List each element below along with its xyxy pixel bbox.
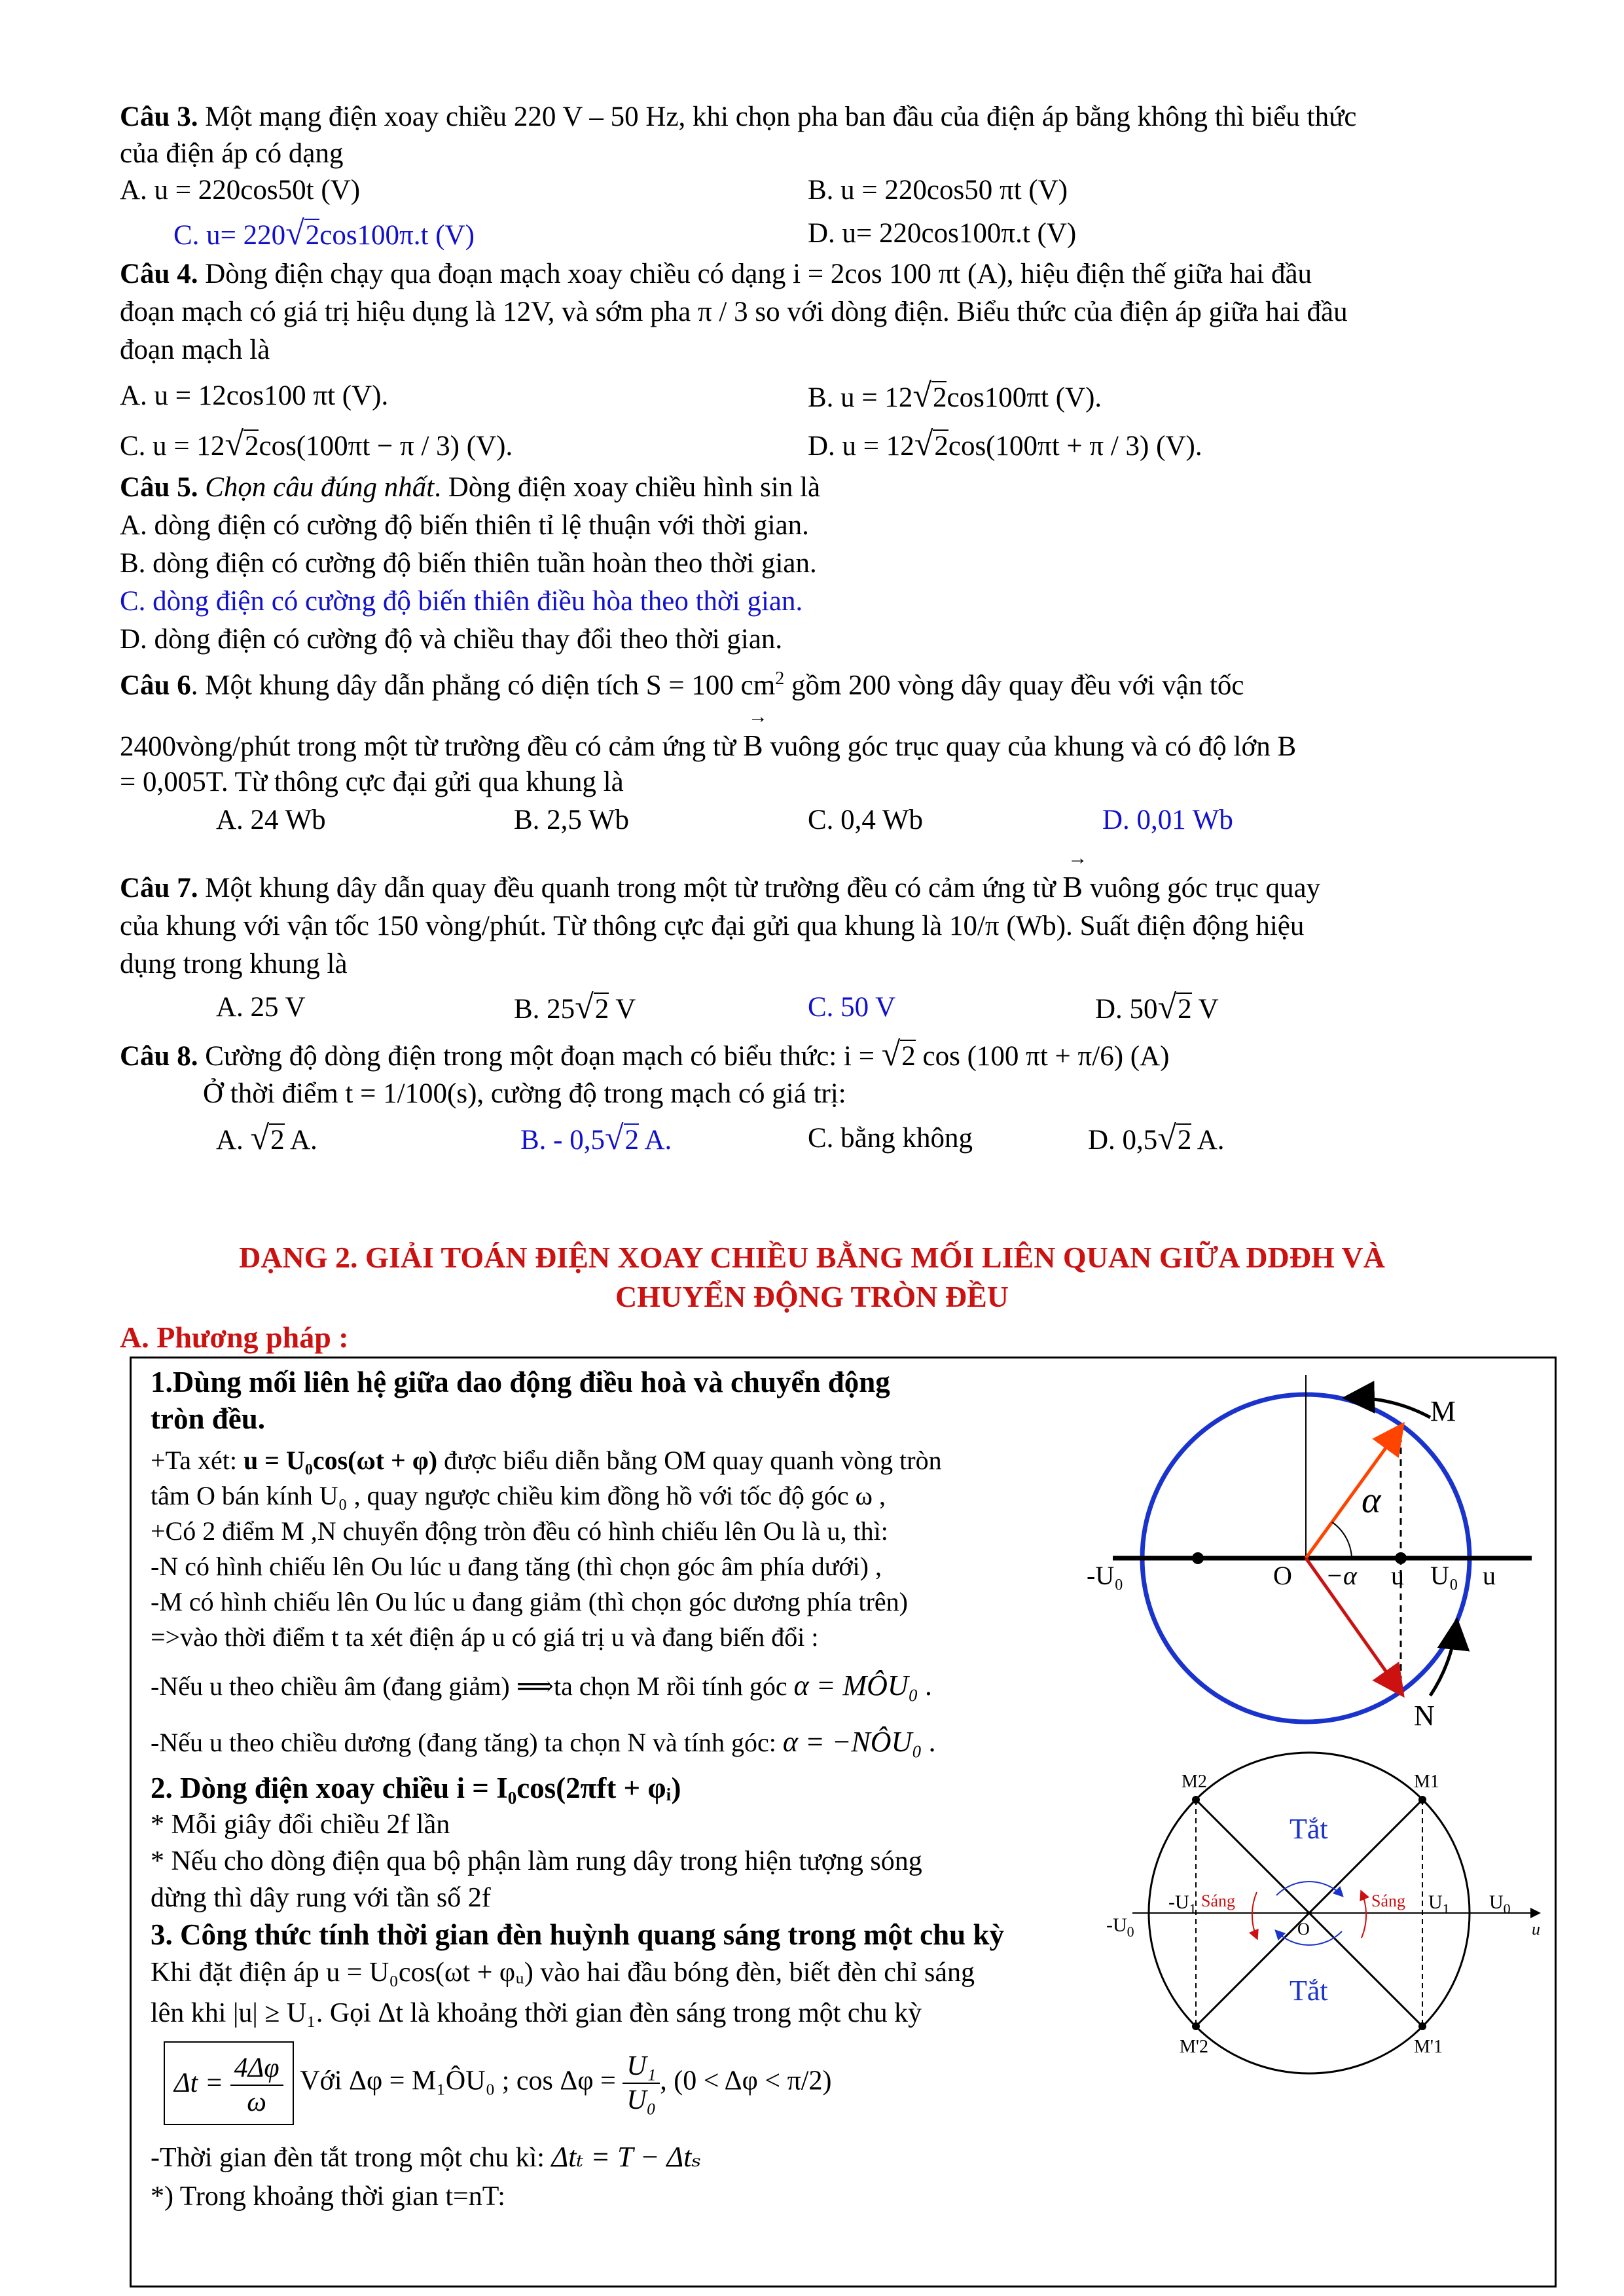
box-line-13: lên khi |u| ≥ U₁. Gọi Δt là khoảng thời gian đèn sáng trong một chu kỳ — [151, 1998, 922, 2028]
q4-text: Dòng điện chạy qua đoạn mạch xoay chiều có dạng i = 2cos 100 πt (A), hiệu điện thế giữa hai đầu — [198, 259, 1312, 289]
q3-c-post: cos100π.t (V) — [319, 220, 475, 251]
q8-line2: Ở thời điểm t = 1/100(s), cường độ trong mạch có giá trị: — [203, 1078, 846, 1109]
label-n: N — [1414, 1700, 1435, 1732]
box-heading-3: 3. Công thức tính thời gian đèn huỳnh quang sáng trong một chu kỳ — [151, 1918, 1004, 1951]
label-m1p: M'1 — [1414, 2037, 1443, 2057]
q3-option-d: D. u= 220cos100π.t (V) — [808, 218, 1077, 249]
label-u1: $U_1$ — [1428, 1891, 1450, 1917]
point-m2p — [1192, 2022, 1200, 2030]
label-u-proj: u — [1391, 1561, 1404, 1590]
q5-line1 — [120, 470, 820, 505]
box-line-9: * Mỗi giây đổi chiều 2f lần — [151, 1810, 450, 1840]
q5-text: . Dòng điện xoay chiều hình sin là — [434, 472, 821, 503]
arc-sang-left — [1252, 1892, 1257, 1938]
q7-line3: dụng trong khung là — [120, 949, 348, 979]
label-u0: U₀ — [1430, 1561, 1458, 1590]
q3-line2: của điện áp có dạng — [120, 138, 344, 169]
q3-text: Một mạng điện xoay chiều 220 V – 50 Hz, khi chọn pha ban đầu của điện áp bằng không thì biểu thức — [198, 101, 1357, 132]
section-title-line2: CHUYỂN ĐỘNG TRÒN ĐỀU — [615, 1280, 1009, 1313]
q4-label: Câu 4. — [120, 259, 198, 289]
q8-label: Câu 8. — [120, 1041, 198, 1072]
box-line-3: +Có 2 điểm M ,N chuyển động tròn đều có hình chiếu lên Ou là u, thì: — [151, 1516, 888, 1546]
label-sang-left: Sáng — [1201, 1891, 1235, 1910]
point-neg-u0 — [1192, 1552, 1204, 1564]
sqrt-symbol: √2 — [285, 215, 320, 252]
sqrt-symbol: √2 — [250, 1120, 285, 1157]
q4-option-a: A. u = 12cos100 πt (V). — [120, 380, 389, 411]
box-line-6: =>vào thời điểm t ta xét điện áp u có giá trị u và đang biến đổi : — [151, 1622, 819, 1652]
q3-line1 — [120, 100, 1356, 135]
point-m1p — [1418, 2022, 1426, 2030]
sqrt-symbol: √2 — [1157, 989, 1192, 1026]
section-title-line1: DẠNG 2. GIẢI TOÁN ĐIỆN XOAY CHIỀU BẰNG MỐI LIÊN QUAN GIỮA DDĐH VÀ — [239, 1241, 1385, 1274]
label-neg-alpha: −α — [1326, 1561, 1357, 1590]
q8-option-c: C. bằng không — [808, 1123, 973, 1154]
box-line-5: -M có hình chiếu lên Ou lúc u đang giảm (thì chọn góc dương phía trên) — [151, 1587, 908, 1616]
sqrt-symbol: √2 — [575, 989, 609, 1026]
q3-label: Câu 3. — [120, 101, 198, 132]
q3-option-c — [173, 216, 475, 253]
sqrt-symbol: √2 — [881, 1036, 916, 1073]
q7-option-c: C. 50 V — [808, 992, 896, 1023]
label-o: O — [1273, 1561, 1292, 1590]
point-m1 — [1418, 1796, 1426, 1804]
q4-line3: đoạn mạch là — [120, 335, 270, 365]
label-m2: M2 — [1182, 1772, 1207, 1792]
vector-b: → B — [742, 706, 768, 762]
q5-option-a: A. dòng điện có cường độ biến thiên tỉ lệ thuận với thời gian. — [120, 510, 809, 541]
q6-option-b: B. 2,5 Wb — [514, 805, 629, 835]
box-line-2: tâm O bán kính U₀ , quay ngược chiều kim đồng hồ với tốc độ góc ω , — [151, 1481, 886, 1510]
sqrt-symbol: √2 — [1157, 1120, 1192, 1157]
q6-option-d: D. 0,01 Wb — [1102, 805, 1233, 835]
phasor-circle-diagram — [1074, 1362, 1571, 1741]
vector-om — [1306, 1427, 1401, 1558]
q7-label: Câu 7. — [120, 873, 198, 903]
q7-option-a: A. 25 V — [216, 992, 306, 1023]
q3-option-a: A. u = 220cos50t (V) — [120, 175, 361, 206]
box-heading-2: 2. Dòng điện xoay chiều i = I₀cos(2πft + φᵢ) — [151, 1772, 681, 1804]
sqrt-symbol: √2 — [912, 377, 947, 414]
q3-c-pre: C. u= 220 — [173, 220, 286, 251]
q5-option-b: B. dòng điện có cường độ biến thiên tuần hoàn theo thời gian. — [120, 548, 817, 579]
q5-option-c: C. dòng điện có cường độ biến thiên điều hòa theo thời gian. — [120, 586, 803, 617]
label-u-axis: u — [1483, 1561, 1496, 1590]
label-sang-right: Sáng — [1371, 1891, 1405, 1910]
lamp-timing-diagram — [1106, 1735, 1564, 2088]
formula-box: Δt = $\frac{4\Delta\varphi}{\omega}$ — [164, 2041, 294, 2125]
q5-lead: Chọn câu đúng nhất — [205, 472, 435, 503]
q8-line1: Câu 8. Cường độ dòng điện trong một đoạn mạch có biểu thức: i = √2 cos (100 πt + π/6) (A) — [120, 1036, 1170, 1073]
label-u: u — [1532, 1920, 1540, 1939]
box-line-8: -Nếu u theo chiều dương (đang tăng) ta chọn N và tính góc: α = −NÔU₀ . — [151, 1726, 937, 1758]
vector-b: → B — [1062, 847, 1088, 903]
label-neg-u1: $-U_1$ — [1168, 1891, 1197, 1917]
q7-option-d: D. 50√2 V — [1095, 989, 1219, 1026]
box-line-14: -Thời gian đèn tắt trong một chu kì: Δtₜ = T − Δtₛ — [151, 2141, 702, 2173]
q8-option-b: B. - 0,5√2 A. — [520, 1120, 672, 1157]
angle-arc — [1332, 1522, 1352, 1558]
q8-option-a: A. √2 A. — [216, 1120, 317, 1157]
q4-option-c: C. u = 12√2cos(100πt − π / 3) (V). — [120, 426, 513, 463]
q6-label: Câu 6 — [120, 670, 191, 701]
box-line-7: -Nếu u theo chiều âm (đang giảm) ⟹ta chọn M rồi tính góc α = MÔU₀ . — [151, 1669, 933, 1702]
box-line-15: *) Trong khoảng thời gian t=nT: — [151, 2181, 505, 2212]
label-neg-u0: -U₀ — [1087, 1561, 1124, 1590]
q6-option-c: C. 0,4 Wb — [808, 805, 923, 835]
label-m2p: M'2 — [1180, 2037, 1208, 2057]
q7-option-b: B. 25√2 V — [514, 989, 636, 1026]
lamp-formula: Δt = $\frac{4\Delta\varphi}{\omega}$ Với Δφ = M₁ÔU₀ ; cos Δφ = $\frac{\text{U₁}}{\text{U₀}}$ , (0 < Δφ < π/2) — [164, 2041, 831, 2125]
label-tat-top: Tắt — [1290, 1813, 1328, 1845]
label-m: M — [1430, 1395, 1456, 1427]
sqrt-symbol: √2 — [225, 426, 259, 463]
rotation-arrow-top — [1348, 1398, 1430, 1417]
method-heading: A. Phương pháp : — [120, 1321, 349, 1354]
label-tat-bottom: Tắt — [1290, 1975, 1328, 2007]
box-line-10: * Nếu cho dòng điện qua bộ phận làm rung dây trong hiện tượng sóng — [151, 1846, 922, 1876]
q5-option-d: D. dòng điện có cường độ và chiều thay đổi theo thời gian. — [120, 624, 783, 655]
q4-option-b: B. u = 12√2cos100πt (V). — [808, 377, 1102, 414]
box-heading-1a: 1.Dùng mối liên hệ giữa dao động điều hoà và chuyển động — [151, 1366, 890, 1398]
label-u0: $U_0$ — [1489, 1891, 1511, 1917]
arc-sang-right — [1362, 1892, 1366, 1938]
box-heading-1b: tròn đều. — [151, 1402, 266, 1435]
q6-option-a: A. 24 Wb — [216, 805, 326, 835]
q4-line2: đoạn mạch có giá trị hiệu dụng là 12V, và sớm pha π / 3 so với dòng điện. Biểu thức của điện áp giữa hai đầu — [120, 297, 1348, 327]
q3-option-b: B. u = 220cos50 πt (V) — [808, 175, 1068, 206]
q5-label: Câu 5. — [120, 472, 198, 503]
arc-tat-top — [1276, 1882, 1342, 1895]
q7-line1: Câu 7. Một khung dây dẫn quay đều quanh trong một từ trường đều có cảm ứng từ → B vuông góc trục quay — [120, 847, 1321, 903]
q6-line1: Câu 6. Một khung dây dẫn phẳng có diện tích S = 100 $cm^2$ gồm 200 vòng dây quay đều với vận tốc — [120, 668, 1244, 701]
q4-option-d: D. u = 12√2cos(100πt + π / 3) (V). — [808, 426, 1202, 463]
box-line-1: +Ta xét: u = U₀cos(ωt + φ) được biểu diễn bằng OM quay quanh vòng tròn — [151, 1446, 942, 1475]
label-neg-u0: $-U_0$ — [1106, 1914, 1134, 1940]
point-m2 — [1192, 1796, 1200, 1804]
q6-line3: = 0,005T. Từ thông cực đại gửi qua khung là — [120, 767, 624, 797]
q8-option-d: D. 0,5√2 A. — [1088, 1120, 1225, 1157]
box-line-11: dừng thì dây rung với tần số 2f — [151, 1883, 491, 1913]
q4-line1 — [120, 257, 1312, 292]
q7-line2: của khung với vận tốc 150 vòng/phút. Từ thông cực đại gửi qua khung là 10/π (Wb). Suất điện động hiệu — [120, 911, 1305, 941]
label-o: O — [1297, 1920, 1310, 1939]
sqrt-symbol: √2 — [914, 426, 948, 463]
label-m1: M1 — [1414, 1772, 1439, 1792]
box-line-12: Khi đặt điện áp u = U₀cos(ωt + φᵤ) vào hai đầu bóng đèn, biết đèn chỉ sáng — [151, 1958, 975, 1988]
box-line-4: -N có hình chiếu lên Ou lúc u đang tăng (thì chọn góc âm phía dưới) , — [151, 1552, 882, 1581]
sqrt-symbol: √2 — [605, 1120, 640, 1157]
q6-line2: 2400vòng/phút trong một từ trường đều có cảm ứng từ → B vuông góc trục quay của khung và có độ lớn B — [120, 706, 1297, 762]
label-alpha: α — [1362, 1480, 1381, 1521]
